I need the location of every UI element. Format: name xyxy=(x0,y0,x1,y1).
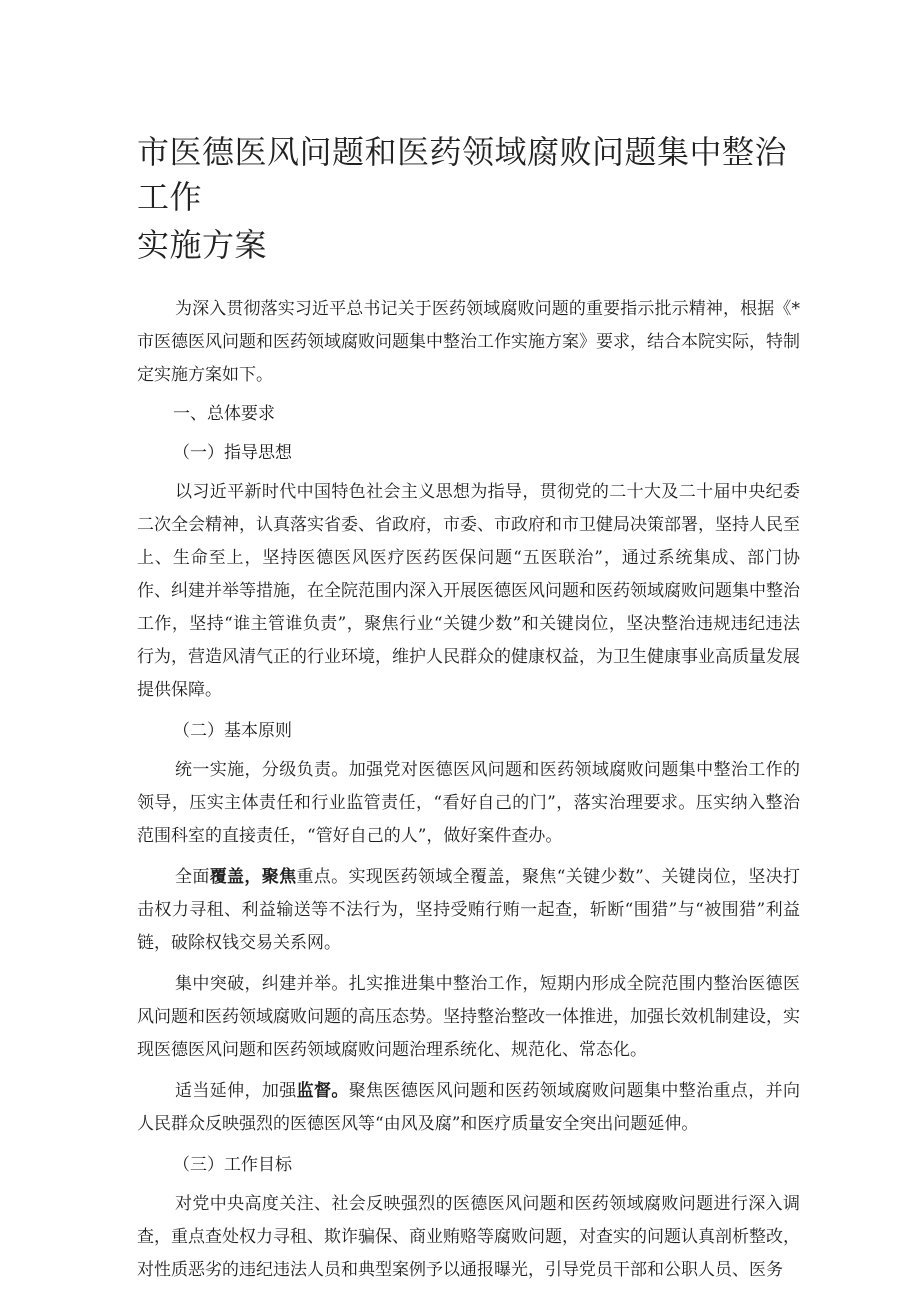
intro-paragraph: 为深入贯彻落实习近平总书记关于医药领域腐败问题的重要指示批示精神，根据《*市医德医风问题和医药领域腐败问题集中整治工作实施方案》要求，结合本院实际，特制定实施方案如下。 xyxy=(137,299,800,385)
document-title xyxy=(137,130,800,268)
section-heading-general-requirements: 一、总体要求 xyxy=(173,404,275,424)
subsection-heading-basic-principles: （二）基本原则 xyxy=(173,721,292,741)
principle-4-bold-text: 监督。 xyxy=(296,1081,349,1101)
principle-paragraph-2 xyxy=(137,861,800,960)
principle-4-text-c: 聚焦医德医风问题和医药领域腐败问题集中整治重点，并向人民群众反映强烈的医德医风等“由风及腐”和医疗质量安全突出问题延伸。 xyxy=(137,1081,801,1134)
subsection-heading-work-goals: （三）工作目标 xyxy=(173,1155,292,1175)
title-line-2: 实施方案 xyxy=(137,226,268,264)
principle-paragraph-3: 集中突破，纠建并举。扎实推进集中整治工作，短期内形成全院范围内整治医德医风问题和医药领域腐败问题的高压态势。坚持整治整改一体推进，加强长效机制建设，实现医德医风问题和医药领域腐败问题治理系统化、规范化、常态化。 xyxy=(137,974,800,1060)
guiding-ideology-paragraph: 以习近平新时代中国特色社会主义思想为指导，贯彻党的二十大及二十届中央纪委二次全会精神，认真落实省委、省政府，市委、市政府和市卫健局决策部署，坚持人民至上、生命至上，坚持医德医风医疗医药医保问题“五医联治”，通过系统集成、部门协作、纠建并举等措施，在全院范围内深入开展医德医风问题和医药领域腐败问题集中整治工作，坚持“谁主管谁负责”，聚焦行业“关键少数”和关键岗位，坚决整治违规违纪违法行为，营造风清气正的行业环境，维护人民群众的健康权益，为卫生健康事业高质量发展提供保障。 xyxy=(137,482,800,700)
principle-4-text-a: 适当延伸，加强 xyxy=(175,1081,297,1101)
principle-2-text-c: 重点。实现医药领域全覆盖，聚焦“关键少数”、关键岗位，坚决打击权力寻租、利益输送等不法行为，坚持受贿行贿一起查，斩断“围猎”与“被围猎”利益链，破除权钱交易关系网。 xyxy=(137,867,801,953)
work-goals-paragraph: 对党中央高度关注、社会反映强烈的医德医风问题和医药领域腐败问题进行深入调查，重点查处权力寻租、欺诈骗保、商业贿赂等腐败问题，对查实的问题认真剖析整改，对性质恶劣的违纪违法人员和典型案例予以通报曝光，引导党员干部和公职人员、医务 xyxy=(137,1194,800,1280)
document-body xyxy=(137,293,800,1287)
principle-paragraph-4 xyxy=(137,1075,800,1141)
principle-paragraph-1: 统一实施，分级负责。加强党对医德医风问题和医药领域腐败问题集中整治工作的领导，压实主体责任和行业监管责任，“看好自己的门”，落实治理要求。压实纳入整治范围科室的直接责任，“管好自己的人”，做好案件查办。 xyxy=(137,760,800,846)
principle-2-bold-text: 覆盖，聚焦 xyxy=(209,867,297,887)
principle-2-text-a: 全面 xyxy=(175,867,210,887)
title-line-1: 市医德医风问题和医药领域腐败问题集中整治工作 xyxy=(137,133,788,216)
subsection-heading-guiding-ideology: （一）指导思想 xyxy=(173,443,292,463)
